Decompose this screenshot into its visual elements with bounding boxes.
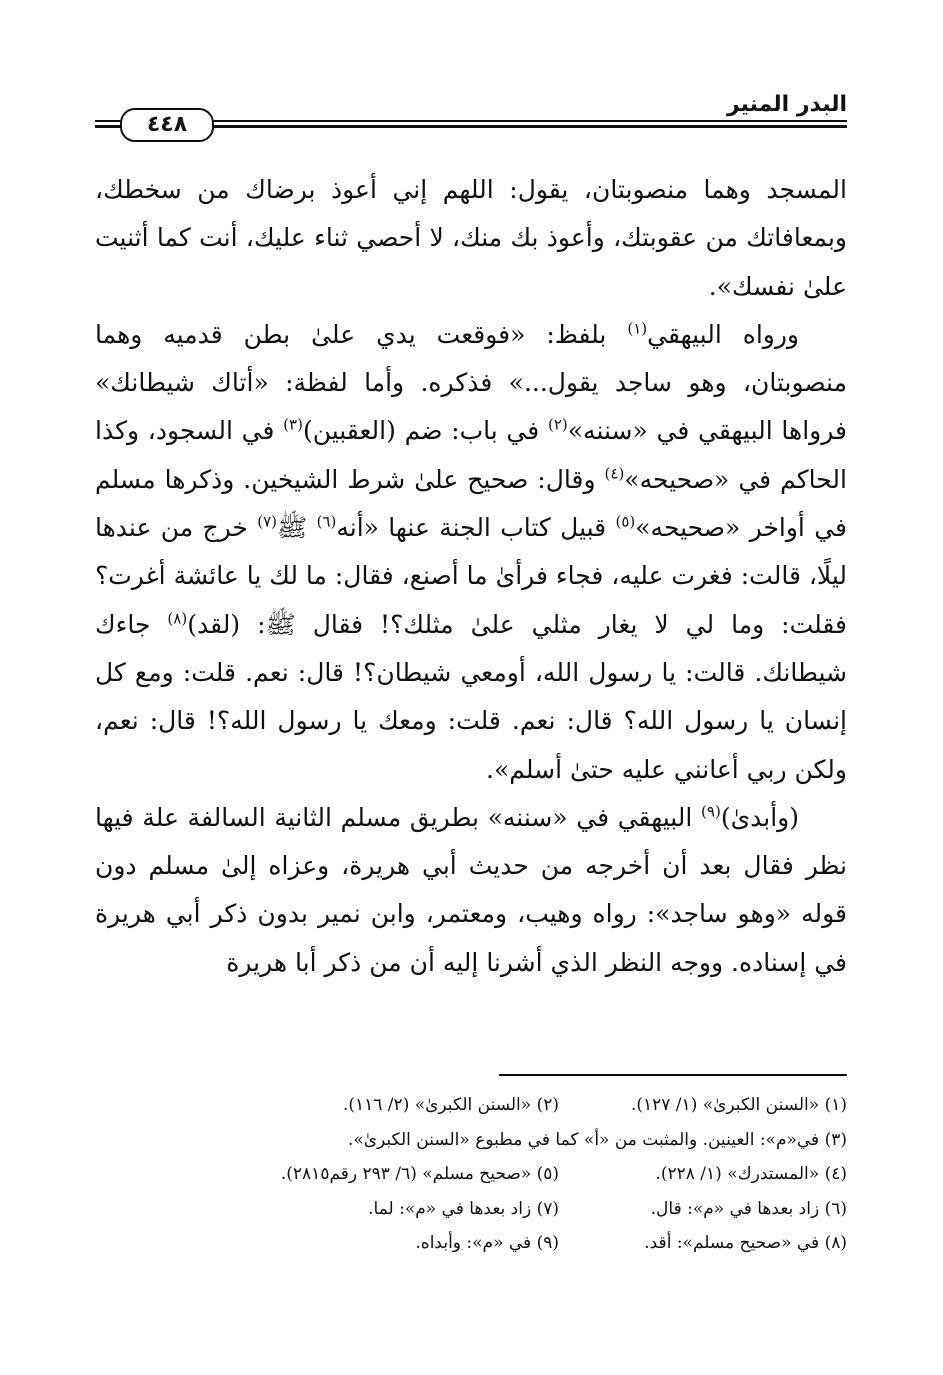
text-run: خرج من عندها ليلًا، قالت: فغرت عليه، فجاء فرأىٰ ما أصنع، فقال: ما لك يا عائشة أغرت؟ فقلت: وما لي لا يغار مثلي علىٰ مثلك؟! فقال ﷺ: (لقد) [95,513,847,639]
text-run: في باب: ضم (العقبين) [302,416,548,446]
footnote-7: (٧) زاد بعدها في «م»: لما. [368,1198,559,1219]
main-text [95,166,847,987]
footnote-4: (٤) «المستدرك» (١/ ٢٢٨). [655,1164,847,1184]
paragraph-2 [95,311,847,794]
footnote-marker-7: (٧) [257,512,278,531]
footnote-separator [499,1074,847,1076]
text-run: ورواه البيهقي [647,319,799,349]
footnote-marker-9: (٩) [701,802,721,821]
text-run: في السجود، وكذا الحاكم في «صحيحه» [95,416,847,494]
text-run: قبيل كتاب الجنة عنها «أنه [336,513,616,543]
footnote-3: (٣) في«م»: العينين. والمثبت من «أ» كما في مطبوع «السنن الكبرىٰ». [347,1129,847,1150]
paragraph-3 [95,794,847,987]
footnote-marker-1: (١) [627,319,648,338]
footnote-row [95,1192,847,1227]
text-run: جاءك شيطانك. قالت: يا رسول الله، أومعي شيطان؟! قال: نعم. قلت: ومع كل إنسان يا رسول الله؟ قال: نعم. قلت: ومعك يا رسول الله؟! قال: نعم، ولكن ربي أعانني عليه حتىٰ أسلم». [95,609,847,784]
running-header [95,92,847,137]
footnote-marker-6: (٦) [316,512,337,531]
book-title: البدر المنير [726,92,847,117]
footnote-marker-2: (٢) [547,416,568,435]
text-run: (وأبدىٰ) [720,802,799,832]
footnote-marker-8: (٨) [167,609,188,628]
footnote-marker-3: (٣) [283,416,303,435]
footnote-6: (٦) زاد بعدها في «م»: قال. [650,1198,847,1219]
text-run: بلفظ: «فوقعت يدي علىٰ بطن قدميه وهما منصوبتان، وهو ساجد يقول...» فذكره. وأما لفظة: «أتاك شيطانك» فرواها البيهقي في «سننه» [95,319,847,446]
footnote-8: (٨) في «صحيح مسلم»: أقد. [644,1233,847,1253]
footnote-5: (٥) «صحيح مسلم» (٦/ ٢٩٣ رقم٢٨١٥). [280,1164,559,1184]
footnote-row [95,1157,847,1192]
footnote-1: (١) «السنن الكبرىٰ» (١/ ١٢٧). [630,1095,847,1115]
footnote-9: (٩) في «م»: وأبداه. [415,1233,559,1253]
footnote-row [95,1226,847,1261]
footnotes [95,1088,847,1261]
footnote-marker-4: (٤) [604,464,625,483]
paragraph-1: المسجد وهما منصوبتان، يقول: اللهم إني أعوذ برضاك من سخطك، وبمعافاتك من عقوبتك، وأعوذ بك منك، لا أحصي ثناء عليك، أنت كما أثنيت علىٰ نفسك». [95,175,847,301]
footnote-2: (٢) «السنن الكبرىٰ» (٢/ ١١٦). [342,1095,559,1115]
text-run: البيهقي في «سننه» بطريق مسلم الثانية السالفة علة فيها نظر فقال بعد أن أخرجه من حديث أبي هريرة، وعزاه إلىٰ مسلم دون قوله «وهو ساجد»: رواه وهيب، ومعتمر، وابن نمير بدون ذكر أبي هريرة في إسناده. ووجه النظر الذي أشرنا إليه أن من ذكر أبا هريرة [95,802,847,977]
footnote-marker-5: (٥) [615,512,636,531]
page-number: ٤٤٨ [120,108,214,142]
footnote-row [95,1088,847,1123]
footnote-row [95,1123,847,1158]
text-run: وقال: صحيح علىٰ شرط الشيخين. وذكرها مسلم في أواخر «صحيحه» [95,464,847,543]
salutation-glyph: ﷺ [277,513,317,543]
